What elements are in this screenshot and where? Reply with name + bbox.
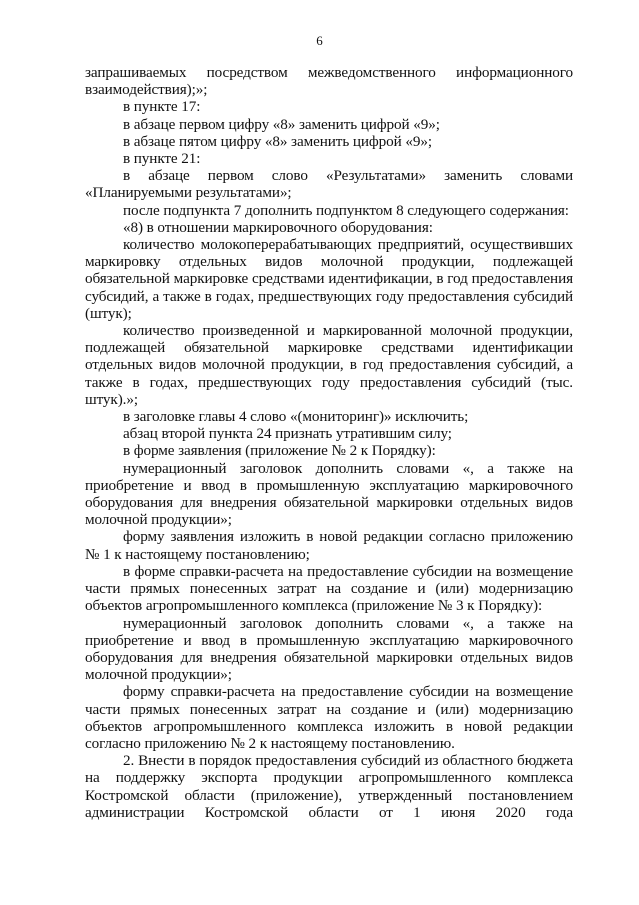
document-body xyxy=(85,64,573,821)
paragraph: количество произведенной и маркированной молочной продукции, подлежащей обязательной маркировке средствами идентификации отдельных видов молочной продукции, в год предоставления субсидий, а также в годах, предшествующих году предоставления субсидий (тыс. штук).»; xyxy=(85,322,573,408)
paragraph: «8) в отношении маркировочного оборудования: xyxy=(123,218,433,236)
paragraph: в пункте 17: xyxy=(123,98,201,116)
paragraph: после подпункта 7 дополнить подпунктом 8 следующего содержания: xyxy=(123,201,569,219)
page-number: 6 xyxy=(316,33,323,48)
paragraph: в абзаце первом слово «Результатами» заменить словами «Планируемыми результатами»; xyxy=(85,167,573,202)
paragraph: абзац второй пункта 24 признать утратившим силу; xyxy=(123,425,452,443)
paragraph: в абзаце пятом цифру «8» заменить цифрой «9»; xyxy=(123,132,432,150)
paragraph: запрашиваемых посредством межведомственного информационного взаимодействия);»; xyxy=(85,64,573,99)
paragraph: нумерационный заголовок дополнить словами «, а также на приобретение и ввод в промышленную эксплуатацию маркировочного оборудования для внедрения обязательной маркировки отдельных видов молочной продукции»; xyxy=(85,614,573,684)
paragraph: в абзаце первом цифру «8» заменить цифрой «9»; xyxy=(123,115,440,133)
paragraph: количество молокоперерабатывающих предприятий, осуществивших маркировку отдельных видов молочной продукции, подлежащей обязательной маркировке средствами идентификации, в год предоставления субсидий, а также в годах, предшествующих году предоставления субсидий (штук); xyxy=(85,236,573,322)
paragraph: нумерационный заголовок дополнить словами «, а также на приобретение и ввод в промышленную эксплуатацию маркировочного оборудования для внедрения обязательной маркировки отдельных видов молочной продукции»; xyxy=(85,459,573,529)
paragraph: форму заявления изложить в новой редакции согласно приложению № 1 к настоящему постановлению; xyxy=(85,528,573,563)
paragraph: 2. Внести в порядок предоставления субсидий из областного бюджета на поддержку экспорта продукции агропромышленного комплекса Костромской области (приложение), утвержденный постановлением администрации Костромской области от 1 июня 2020 года xyxy=(85,752,573,821)
paragraph: в пункте 21: xyxy=(123,150,201,168)
paragraph: форму справки-расчета на предоставление субсидии на возмещение части прямых понесенных затрат на создание и (или) модернизацию объектов агропромышленного комплекса изложить в новой редакции согласно приложению № 2 к настоящему постановлению. xyxy=(85,683,573,752)
paragraph: в заголовке главы 4 слово «(мониторинг)» исключить; xyxy=(123,408,469,426)
paragraph: в форме справки-расчета на предоставление субсидии на возмещение части прямых понесенных затрат на создание и (или) модернизацию объектов агропромышленного комплекса (приложение № 3 к Порядку): xyxy=(85,562,573,615)
paragraph: в форме заявления (приложение № 2 к Порядку): xyxy=(123,442,436,460)
